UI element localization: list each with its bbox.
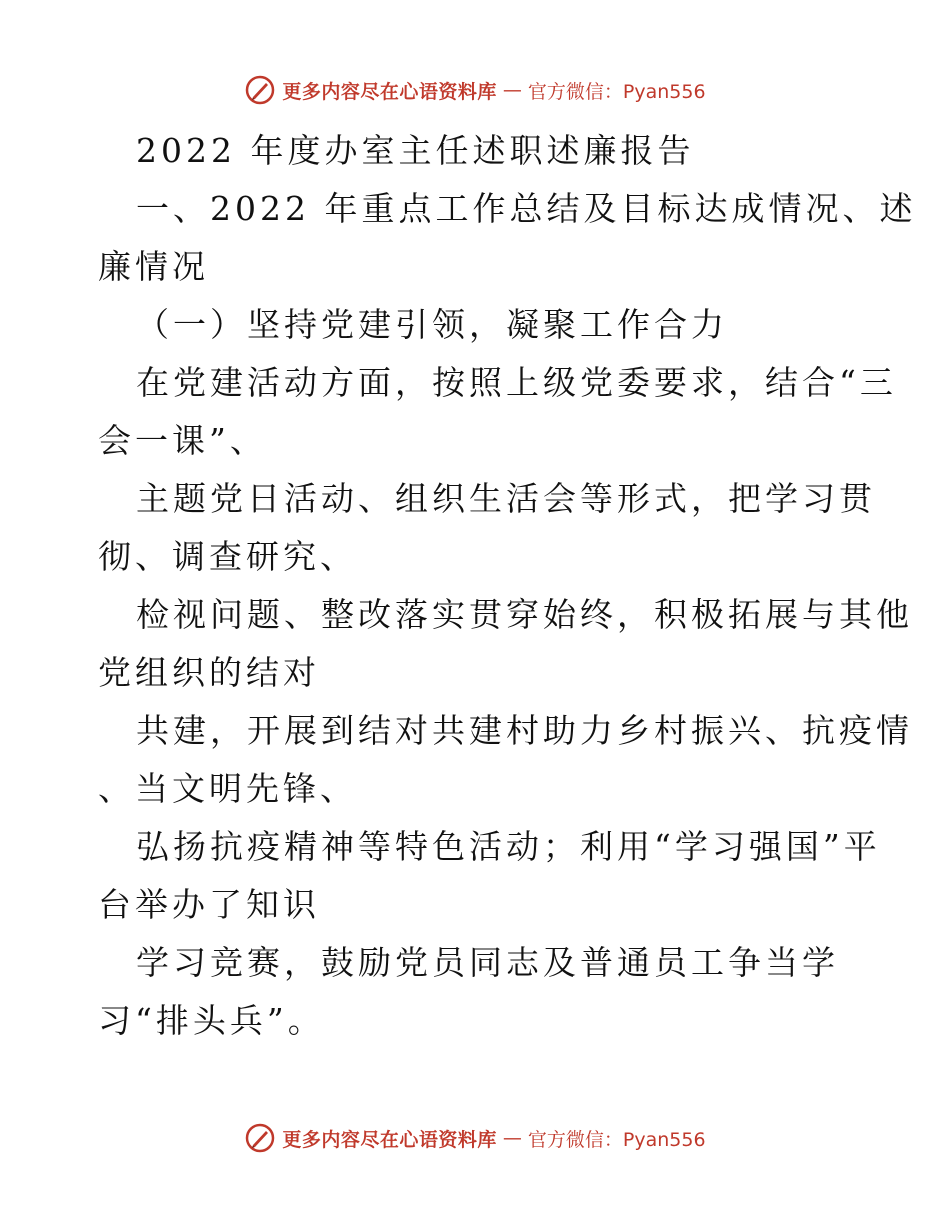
red-quill-logo-icon (244, 74, 276, 106)
section-heading: 一、2022 年重点工作总结及目标达成情况、述 (136, 189, 917, 228)
doc-title: 2022 年度办室主任述职述廉报告 (136, 131, 695, 170)
watermark-contact: 官方微信：Pyan556 (527, 80, 706, 103)
body-line: 会一课”、 (98, 421, 267, 460)
footer-watermark (0, 1118, 950, 1158)
subsection-heading: （一）坚持党建引领，凝聚工作合力 (136, 305, 728, 344)
section-heading-cont: 廉情况 (98, 247, 209, 286)
watermark-text: 更多内容尽在心语资料库 (282, 1128, 497, 1151)
watermark-separator: — (502, 1127, 522, 1149)
body-line: 、当文明先锋、 (98, 769, 357, 808)
body-line: 学习竞赛，鼓励党员同志及普通员工争当学 (136, 943, 839, 982)
body-line: 党组织的结对 (98, 653, 320, 692)
body-line: 在党建活动方面，按照上级党委要求，结合“三 (136, 363, 897, 402)
watermark-text: 更多内容尽在心语资料库 (282, 80, 497, 103)
document-body (98, 122, 917, 1050)
body-line: 共建，开展到结对共建村助力乡村振兴、抗疫情 (136, 711, 913, 750)
red-quill-logo-icon (244, 1122, 276, 1154)
watermark-contact: 官方微信：Pyan556 (527, 1128, 706, 1151)
body-line: 弘扬抗疫精神等特色活动；利用“学习强国”平 (136, 827, 881, 866)
header-watermark (0, 70, 950, 110)
body-line: 检视问题、整改落实贯穿始终，积极拓展与其他 (136, 595, 913, 634)
body-line: 习“排头兵”。 (98, 1001, 325, 1040)
body-line: 彻、调查研究、 (98, 537, 357, 576)
body-line: 台举办了知识 (98, 885, 320, 924)
watermark-separator: — (502, 79, 522, 101)
body-line: 主题党日活动、组织生活会等形式，把学习贯 (136, 479, 876, 518)
